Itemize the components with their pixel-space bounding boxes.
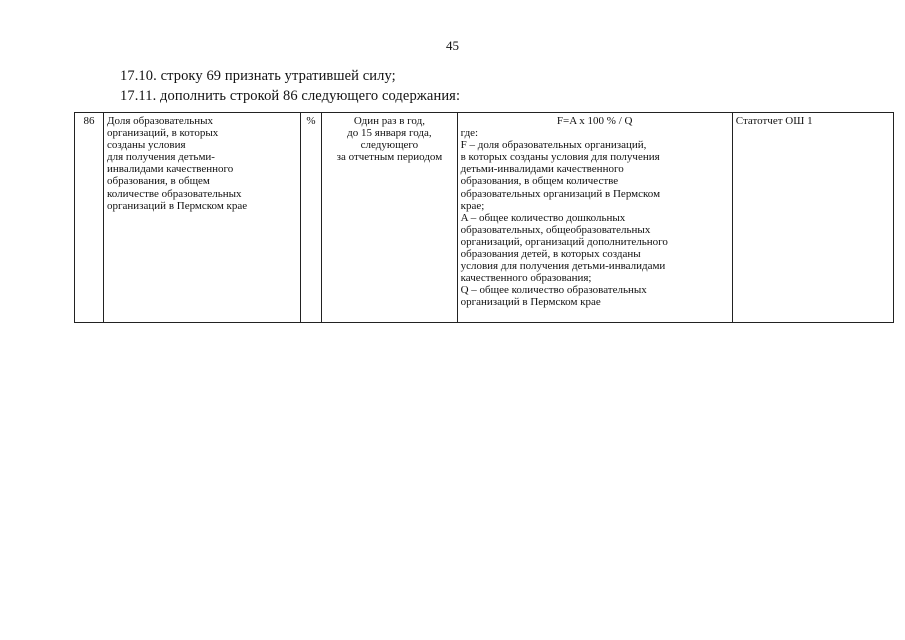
formula-line: A – общее количество дошкольных [460,211,626,224]
formula-line: детьми-инвалидами качественного [460,163,624,176]
period-line: до 15 января года, [347,127,432,140]
indicator-name-line: созданы условия [107,139,186,152]
indicator-name-line: организаций, в которых [107,127,219,140]
indicator-name-line: для получения детьми- [107,151,215,164]
row-number: 86 [83,115,95,127]
formula-line: условия для получения детьми-инвалидами [460,260,666,273]
indicator-name-line: инвалидами качественного [107,163,234,176]
formula-line: Q – общее количество образовательных [460,284,647,297]
period-cell [322,113,457,323]
formula-line: образовательных, общеобразовательных [460,223,651,236]
period-line: следующего [360,139,419,152]
formula-line: F – доля образовательных организаций, [460,139,647,152]
indicator-name-line: количестве образовательных [107,187,242,200]
formula-cell [457,113,732,323]
unit-cell [300,113,321,323]
indicator-name-line: Доля образовательных [107,115,214,127]
page-number: 45 [446,38,459,53]
paragraph-17-10: 17.10. строку 69 признать утратившей силу; [120,68,396,84]
formula-line: качественного образования; [460,272,592,285]
period-line: за отчетным периодом [336,151,443,164]
source-value: Статотчет ОШ 1 [735,115,813,127]
indicator-name-line: организаций в Пермском крае [107,199,248,212]
indicator-table [74,112,894,323]
row-number-cell [75,113,104,323]
source-cell [732,113,893,323]
formula-line: образования детей, в которых созданы [460,248,641,261]
formula-expression: F=A x 100 % / Q [556,115,633,127]
formula-line: в которых созданы условия для получения [460,151,660,164]
formula-line: организаций в Пермском крае [460,296,601,309]
unit-value: % [306,115,316,127]
period-line: Один раз в год, [353,115,425,127]
indicator-name-line: образования, в общем [107,175,210,188]
formula-line: где: [460,127,479,140]
formula-line: образования, в общем количестве [460,175,619,188]
formula-line: организаций, организаций дополнительного [460,235,668,248]
table-row [75,113,894,323]
formula-line: образовательных организаций в Пермском [460,187,661,200]
paragraph-17-11: 17.11. дополнить строкой 86 следующего содержания: [120,88,461,104]
indicator-name-cell [104,113,301,323]
formula-line: крае; [460,199,485,212]
